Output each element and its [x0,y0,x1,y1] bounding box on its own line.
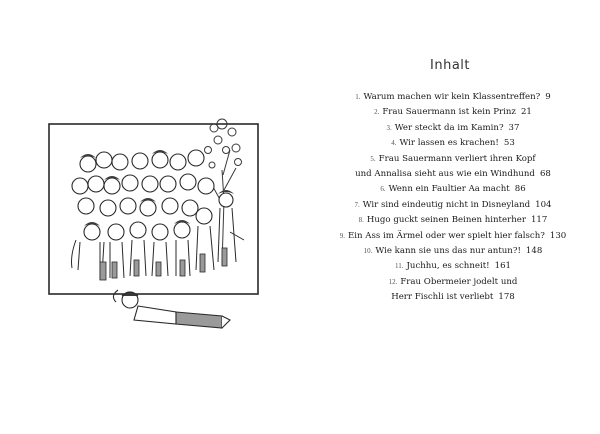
toc-entry: 4. Wir lassen es krachen! 53 [391,138,515,149]
toc-list [336,90,570,306]
toc-entry: 8. Hugo guckt seinen Beinen hinterher 117 [358,215,548,226]
toc-heading: Inhalt [430,58,470,73]
table-of-contents [300,0,600,434]
toc-entry: 3. Wer steckt da im Kamin? 37 [386,122,520,133]
toc-entry: 1. Warum machen wir kein Klassentreffen? 9 [355,92,551,102]
toc-entry: 7. Wir sind eindeutig nicht in Disneyland 104 [354,199,552,210]
toc-entry: 2. Frau Sauermann ist kein Prinz 21 [374,107,532,118]
toc-entry: 10. Wie kann sie uns das nur antun?! 148 [363,246,543,257]
toc-entry: 12. Frau Obermeier jodelt und Herr Fischli ist verliebt 178 [388,276,518,303]
toc-entry: 6. Wenn ein Faultier Aa macht 86 [380,184,526,195]
toc-entry: 9. Ein Ass im Ärmel oder wer spielt hier falsch? 130 [339,230,567,241]
children-legs [100,248,227,280]
toc-entry: 5. Frau Sauermann verliert ihren Kopf und Annalisa sieht aus wie ein Windhund 68 [355,153,551,180]
toc-entry: 11. Juchhu, es schneit! 161 [394,261,512,272]
lying-boy-icon [113,290,230,328]
